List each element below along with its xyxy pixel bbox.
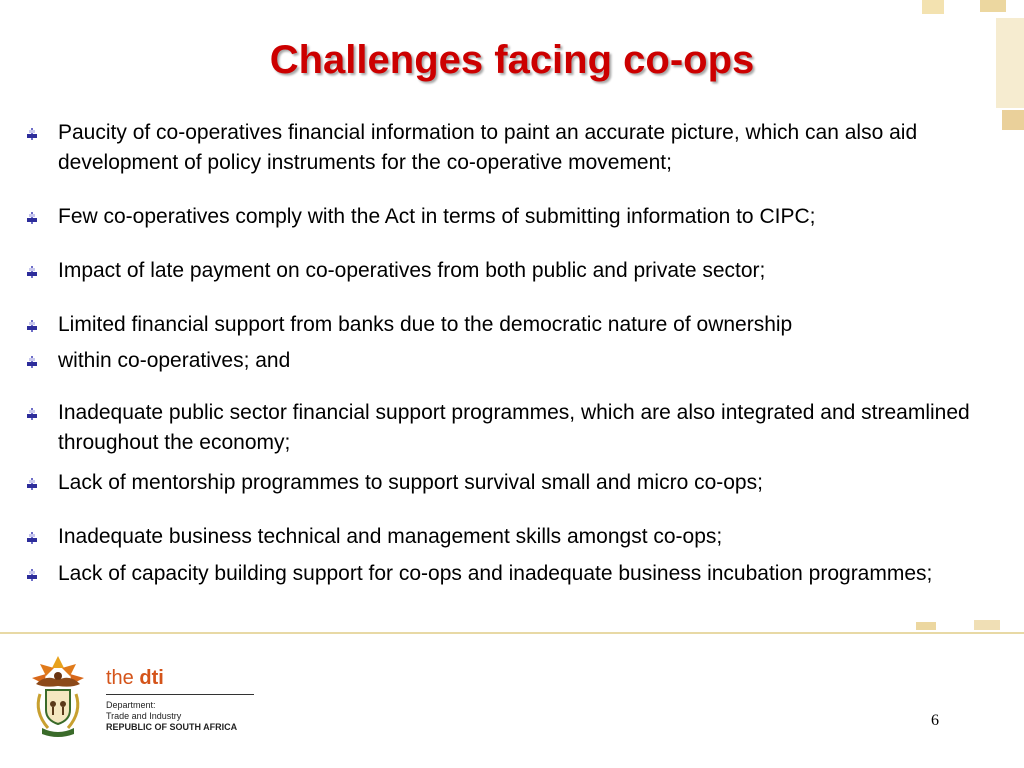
bullet-text: Inadequate business technical and management skills amongst co-ops;: [58, 525, 723, 548]
bullet-text: within co-operatives; and: [58, 349, 291, 372]
bullet-text: Few co-operatives comply with the Act in terms of submitting information to CIPC;: [58, 205, 816, 228]
decoration-block: [980, 0, 1006, 12]
brand-name: [106, 666, 256, 690]
bullet-list: [18, 118, 1008, 589]
decoration-block: [922, 0, 944, 14]
brand-the: the: [106, 667, 134, 689]
bullet-item: [18, 346, 1008, 376]
dti-logo: [106, 666, 256, 733]
bullet-item: [18, 398, 1008, 458]
bullet-marker-icon: [26, 266, 38, 278]
bullet-marker-icon: [26, 408, 38, 420]
country-name: REPUBLIC OF SOUTH AFRICA: [106, 722, 238, 732]
department-line-2: Trade and Industry: [106, 711, 182, 721]
bullet-text: Paucity of co-operatives financial information to paint an accurate picture, which can also aid development of policy instruments for the co-operative movement;: [58, 121, 918, 174]
bullet-item: [18, 522, 1008, 552]
page-number: 6: [931, 712, 939, 729]
bullet-marker-icon: [26, 320, 38, 332]
slide-title: Challenges facing co-ops: [269, 38, 755, 82]
bullet-item: [18, 202, 1008, 232]
decoration-block: [974, 620, 1000, 630]
bullet-text: Limited financial support from banks due to the democratic nature of ownership: [58, 313, 793, 336]
bullet-item: [18, 559, 1008, 589]
bullet-item: [18, 118, 1008, 178]
bullet-item: [18, 256, 1008, 286]
bullet-item: [18, 310, 1008, 340]
bullet-text: Inadequate public sector financial support programmes, which are also integrated and streamlined throughout the economy;: [58, 401, 970, 454]
bullet-text: Lack of mentorship programmes to support survival small and micro co-ops;: [58, 471, 763, 494]
bullet-text: Impact of late payment on co-operatives from both public and private sector;: [58, 259, 766, 282]
coat-of-arms-icon: [28, 654, 88, 738]
bullet-marker-icon: [26, 532, 38, 544]
bullet-marker-icon: [26, 356, 38, 368]
bullet-text: Lack of capacity building support for co-ops and inadequate business incubation programmes;: [58, 562, 933, 585]
footer-divider: [0, 632, 1024, 634]
bullet-marker-icon: [26, 128, 38, 140]
bullet-item: [18, 468, 1008, 498]
brand-dti: dti: [139, 667, 164, 689]
bullet-marker-icon: [26, 478, 38, 490]
decoration-block: [916, 622, 936, 630]
bullet-marker-icon: [26, 569, 38, 581]
department-line-1: Department:: [106, 700, 156, 710]
bullet-marker-icon: [26, 212, 38, 224]
brand-divider: [106, 694, 254, 695]
